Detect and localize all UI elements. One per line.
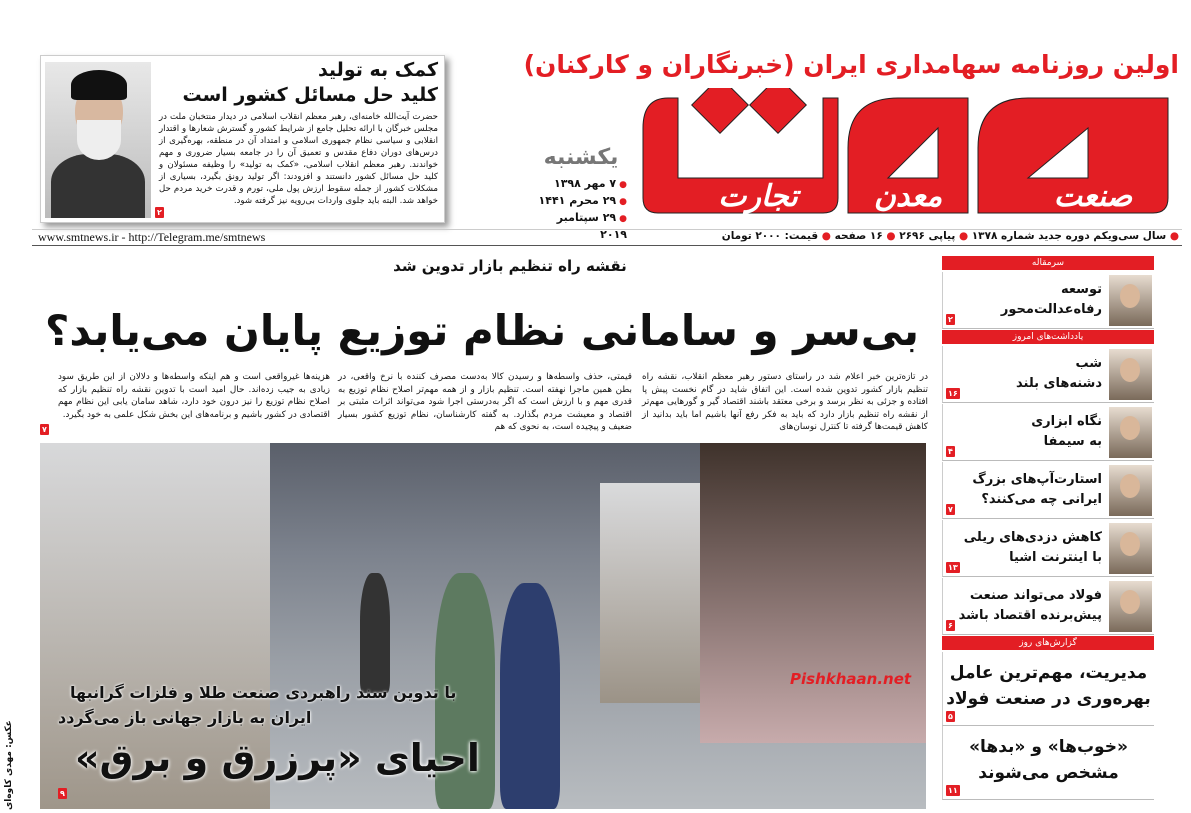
item-title: پیش‌برنده اقتصاد باشد <box>958 608 1102 623</box>
item-title: توسعه <box>1060 282 1102 297</box>
serial-number: پیاپی ۲۶۹۶ <box>899 230 956 242</box>
author-photo <box>1109 407 1152 458</box>
item-title: مشخص می‌شوند <box>978 763 1119 783</box>
website-links[interactable]: www.smtnews.ir - http://Telegram.me/smtnews <box>38 230 266 244</box>
date-solar: ● ۷ مهر ۱۳۹۸ <box>535 176 627 193</box>
page-badge[interactable]: ۹ <box>60 789 65 798</box>
author-photo <box>1109 275 1152 326</box>
feature-body: حضرت آیت‌الله خامنه‌ای، رهبر معظم انقلاب اسلامی در دیدار منتخبان ملت در مجلس خبرگان با ارائه تحلیل جامع از شرایط کشور و گسترش شعارها و اقتدار انقلابی و سیاسی نظام جمهوری اسلامی و امتداد آن در منطقه، بهره‌گیری از درس‌های دوران دفاع مقدس و تعمیق آن را در جامعه بسیار ضروری و مهم خواندند. رهبر معظم انقلاب اسلامی، «کمک به تولید» را وظیفه مسئولان و کلید حل مسائل کشور دانستند و افزودند: اگر تولید رونق بگیرد، بسیاری از مشکلات کشور از جمله سقوط ارزش پول ملی، تورم و قدرت خرید مردم حل خواهد شد. البته باید جلوی واردات بی‌رویه نیز گرفته شود. <box>159 112 438 206</box>
item-title: استارت‌آپ‌های بزرگ <box>972 472 1102 487</box>
page-badge[interactable]: ۴ <box>948 447 953 456</box>
note-item[interactable] <box>942 346 1154 403</box>
item-title: فولاد می‌تواند صنعت <box>969 588 1102 603</box>
notes-label: یادداشت‌های امروز <box>942 330 1154 344</box>
page-badge[interactable]: ۷ <box>948 505 953 514</box>
price: قیمت: ۲۰۰۰ تومان <box>721 230 819 242</box>
issue-info: ● سال سی‌ویکم دوره جدید شماره ۱۳۷۸ ● پیاپی ۲۶۹۶ ● ۱۶ صفحه ● قیمت: ۲۰۰۰ تومان <box>721 230 1179 242</box>
page-badge[interactable]: ۶ <box>948 621 953 630</box>
feature-title: کمک به تولید <box>317 59 438 81</box>
item-title: مدیریت، مهم‌ترین عامل <box>949 663 1148 683</box>
photo-credit: عکس: مهدی کاوه‌ای <box>4 720 14 810</box>
item-title: ایرانی چه می‌کنند؟ <box>981 492 1102 507</box>
author-photo <box>1109 465 1152 516</box>
lead-headline[interactable]: بی‌سر و سامانی نظام توزیع پایان می‌یابد؟ <box>45 306 919 355</box>
lead-column-1: در تازه‌ترین خبر اعلام شد در راستای دستور رهبر معظم انقلاب، نقشه راه تنظیم بازار کشور تدوین شده است. این اتفاق شاید در گام نخست پیش پا افتاده و جزئی به نظر برسد و برخی معتقد باشند اقتصاد گیر و گورهایی مهم‌تر از نقشه راه تنظیم بازار دارد که باید به فکر رفع آنها باشیم اما باید بدانید از کاهش قیمت‌ها گرفته تا کنترل نوسان‌های <box>642 372 928 432</box>
photo-story-line1: با تدوین سند راهبردی صنعت طلا و فلزات گرانبها <box>70 683 457 702</box>
masthead-tagline: اولین روزنامه سهامداری ایران (خبرنگاران و کارکنان) <box>523 50 1179 79</box>
note-item[interactable] <box>942 520 1154 577</box>
lead-column-2: قیمتی، حذف واسطه‌ها و رسیدن کالا به‌دست مصرف کننده با نرخ واقعی، در بطن همین ماجرا نهفته است. تنظیم بازار و از همه مهم‌تر اصلاح نظام توزیع به قدری مهم و با ارزش است که اگر به‌درستی اجرا شود می‌تواند اثرات مثبتی بر اقتصاد و معیشت مردم بگذارد. به گفته کارشناسان، نظام توزیع کشور بسیار ضعیف و پیچیده است، به نحوی که هم <box>338 372 632 432</box>
author-photo <box>1109 349 1152 400</box>
report-item[interactable] <box>942 652 1154 726</box>
logo-word-tejarat: تجارت <box>718 179 798 214</box>
item-title: شب <box>1075 356 1102 371</box>
logo-word-madan: معدن <box>873 179 943 214</box>
reports-label: گزارش‌های روز <box>942 636 1154 650</box>
item-title: کاهش دزدی‌های ریلی <box>963 530 1102 545</box>
author-photo <box>1109 523 1152 574</box>
item-title: دشنه‌های بلند <box>1016 376 1102 391</box>
watermark: Pishkhaan.net <box>790 670 912 688</box>
feature-box[interactable] <box>40 55 445 223</box>
page-badge[interactable]: ۱۱ <box>948 786 958 795</box>
photo-story-title[interactable]: احیای «پرزرق و برق» <box>75 736 480 780</box>
lead-column-3: هزینه‌ها غیرواقعی است و هم اینکه واسطه‌ها و دلالان از این طریق سود زیادی به جیب زده‌اند. حال امید است با تدوین نقشه راه تنظیم بازار که اصلاح نظام توزیع را نیز درون خود دارد، شاهد سامان یابی این نظام مهم اقتصادی در کشور باشیم و برنامه‌های این بخش شکل علمی به خود بگیرد. <box>58 372 330 420</box>
feature-subtitle: کلید حل مسائل کشور است <box>182 84 438 106</box>
item-title: بهره‌وری در صنعت فولاد <box>946 689 1151 709</box>
note-item[interactable] <box>942 462 1154 519</box>
page-count: ۱۶ صفحه <box>834 230 883 242</box>
logo-word-sanat: صنعت <box>1053 179 1133 214</box>
item-title: «خوب‌ها» و «بدها» <box>969 737 1128 757</box>
page-badge[interactable]: ۱۶ <box>948 389 958 398</box>
page-badge[interactable]: ۵ <box>948 712 953 721</box>
date-lunar: ● ۲۹ محرم ۱۴۴۱ <box>535 193 627 210</box>
note-item[interactable] <box>942 578 1154 635</box>
page-badge[interactable]: ۲ <box>157 208 162 217</box>
page-badge[interactable]: ۱۳ <box>948 563 958 572</box>
author-photo <box>1109 581 1152 632</box>
newspaper-logo <box>638 88 1178 216</box>
item-title: با اینترنت اشیا <box>1009 550 1102 565</box>
report-item[interactable] <box>942 726 1154 800</box>
item-title: رفاه‌عدالت‌محور <box>1000 302 1102 317</box>
day-name: یکشنبه <box>543 145 619 170</box>
page-badge[interactable]: ۲ <box>948 315 953 324</box>
item-title: به سیمفا <box>1043 434 1102 449</box>
item-title: نگاه ابزاری <box>1031 414 1102 429</box>
lead-kicker: نقشه راه تنظیم بازار تدوین شد <box>393 257 627 275</box>
leader-photo <box>45 62 151 218</box>
date-gregorian: ● ۲۹ سپتامبر ۲۰۱۹ <box>535 210 627 243</box>
sidebar <box>942 256 1154 800</box>
issue-number: سال سی‌ویکم دوره جدید شماره ۱۳۷۸ <box>971 230 1167 242</box>
photo-story-line2: ایران به بازار جهانی باز می‌گردد <box>58 708 312 727</box>
editorial-item[interactable] <box>942 272 1154 329</box>
page-badge[interactable]: ۷ <box>42 425 47 434</box>
note-item[interactable] <box>942 404 1154 461</box>
editorial-label: سرمقاله <box>942 256 1154 270</box>
